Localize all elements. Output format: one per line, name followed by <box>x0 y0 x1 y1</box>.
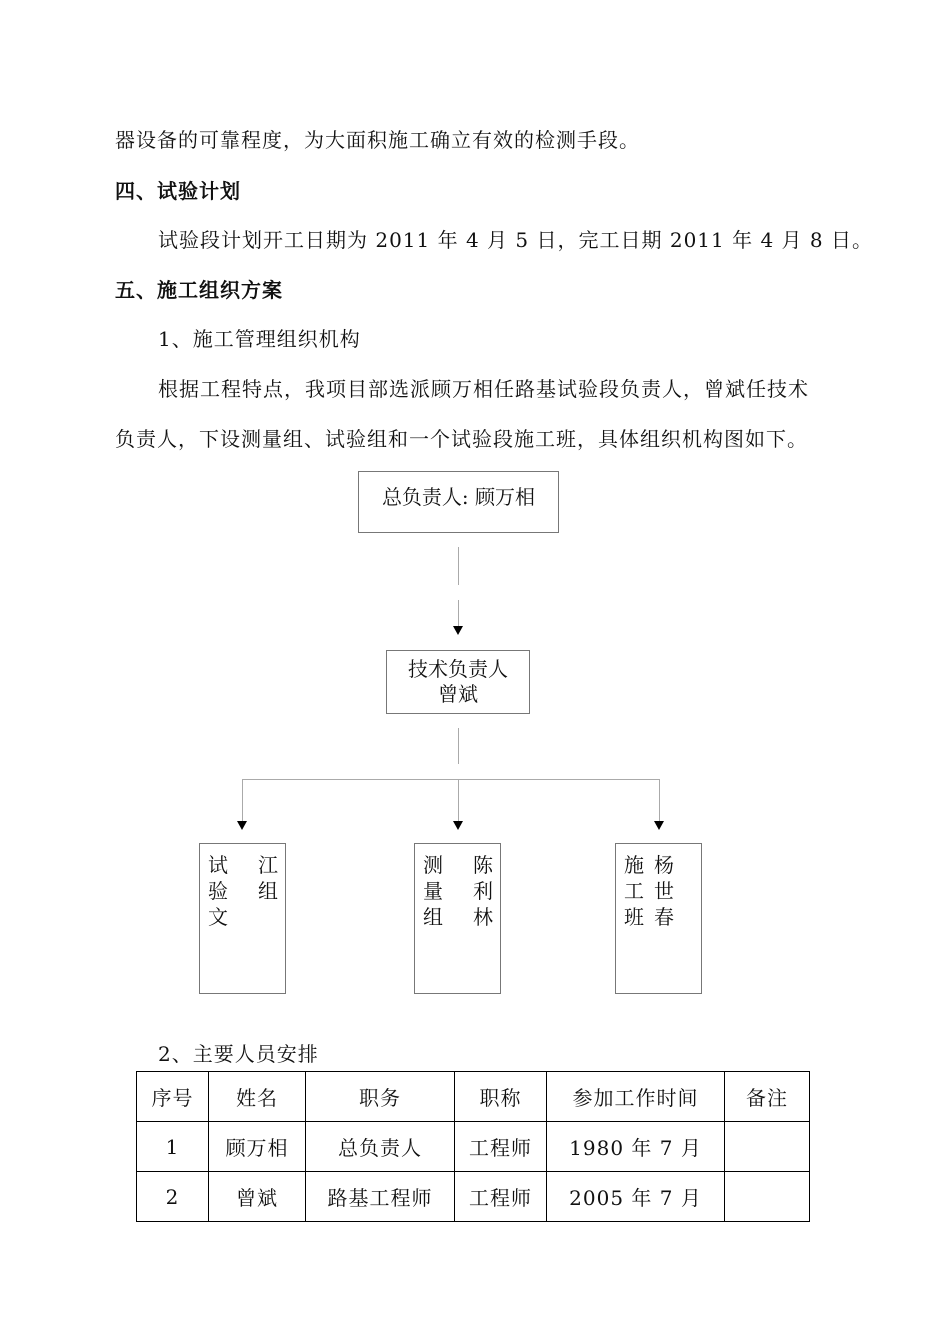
table-header-cell: 序号 <box>137 1072 209 1122</box>
table-cell: 曾斌 <box>209 1172 306 1222</box>
org-box-testing-group <box>199 843 286 994</box>
table-cell: 总负责人 <box>306 1122 455 1172</box>
arrow-down-icon <box>453 821 463 830</box>
org-box-general-manager <box>358 471 559 533</box>
org-box-survey-group <box>414 843 501 994</box>
paragraph-organization-line1: 根据工程特点，我项目部选派顾万相任路基试验段负责人，曾斌任技术 <box>158 377 809 401</box>
table-cell: 顾万相 <box>209 1122 306 1172</box>
table-cell: 工程师 <box>455 1122 547 1172</box>
org-box-technical-manager <box>386 650 530 714</box>
org-box-survey-col1: 测量组 <box>423 853 443 929</box>
org-box-technical-title: 技术负责人 <box>408 657 508 681</box>
subheading-management-structure: 1、施工管理组织机构 <box>158 327 361 351</box>
paragraph-test-dates: 试验段计划开工日期为 2011 年 4 月 5 日，完工日期 2011 年 4 月 8 日。 <box>158 228 873 252</box>
org-box-construction-col2: 杨世春 <box>654 853 674 929</box>
connector-line <box>458 728 459 764</box>
paragraph-continuation: 器设备的可靠程度，为大面积施工确立有效的检测手段。 <box>115 128 640 152</box>
staff-table <box>136 1071 810 1222</box>
table-cell <box>725 1122 810 1172</box>
paragraph-organization-line2: 负责人，下设测量组、试验组和一个试验段施工班，具体组织机构图如下。 <box>115 427 808 451</box>
connector-branch-line <box>242 779 659 780</box>
connector-line <box>659 779 660 821</box>
table-row <box>137 1172 810 1222</box>
org-box-construction-col1: 施工班 <box>624 853 644 929</box>
arrow-down-icon <box>237 821 247 830</box>
org-box-general-manager-label: 总负责人: 顾万相 <box>381 485 536 509</box>
org-box-testing-col2: 江组 <box>258 853 278 903</box>
table-cell: 2 <box>137 1172 209 1222</box>
table-header-cell: 参加工作时间 <box>547 1072 725 1122</box>
table-header-cell: 姓名 <box>209 1072 306 1122</box>
table-cell: 工程师 <box>455 1172 547 1222</box>
table-cell: 2005 年 7 月 <box>547 1172 725 1222</box>
org-box-technical-name: 曾斌 <box>438 682 478 706</box>
subheading-staff-arrangement: 2、主要人员安排 <box>158 1042 319 1066</box>
connector-line <box>458 547 459 585</box>
table-row <box>137 1122 810 1172</box>
table-header-cell: 职务 <box>306 1072 455 1122</box>
table-cell <box>725 1172 810 1222</box>
connector-line <box>458 600 459 626</box>
arrow-down-icon <box>453 626 463 635</box>
connector-line <box>242 779 243 821</box>
org-box-testing-col1: 试验文 <box>208 853 228 929</box>
table-header-cell: 职称 <box>455 1072 547 1122</box>
table-header-cell: 备注 <box>725 1072 810 1122</box>
section-heading-test-plan: 四、试验计划 <box>115 179 241 203</box>
table-cell: 路基工程师 <box>306 1172 455 1222</box>
org-box-construction-team <box>615 843 702 994</box>
table-cell: 1980 年 7 月 <box>547 1122 725 1172</box>
table-header-row <box>137 1072 810 1122</box>
org-box-survey-col2: 陈利林 <box>473 853 493 929</box>
arrow-down-icon <box>654 821 664 830</box>
connector-line <box>458 779 459 821</box>
table-cell: 1 <box>137 1122 209 1172</box>
section-heading-organization: 五、施工组织方案 <box>115 278 283 302</box>
